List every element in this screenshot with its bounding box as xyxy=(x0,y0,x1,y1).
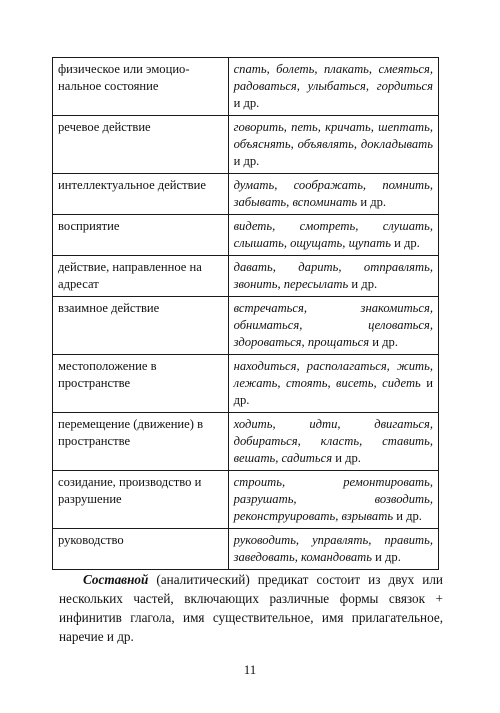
examples-text xyxy=(234,177,433,211)
examples-tail: и др. xyxy=(233,376,433,407)
page-number: 11 xyxy=(243,662,257,677)
example-verbs: спать, болеть, плакать, смеяться, радоваться, улыбаться, гордиться xyxy=(233,62,433,93)
examples-text xyxy=(234,61,433,112)
example-verbs: строить, ремонтировать, разрушать, возводить, реконструировать, взрывать xyxy=(233,475,433,523)
examples-cell xyxy=(228,174,438,215)
table-row xyxy=(53,174,439,215)
examples-text xyxy=(234,474,433,525)
category-cell xyxy=(53,215,229,256)
example-verbs: думать, соображать, помнить, забывать, вспоминать xyxy=(233,178,433,209)
examples-tail: и др. xyxy=(357,195,387,209)
predicate-semantics-table xyxy=(52,57,439,570)
category-cell xyxy=(53,116,229,174)
examples-cell xyxy=(228,297,438,355)
category-cell xyxy=(53,529,229,570)
table-body xyxy=(53,58,439,570)
category-cell xyxy=(53,256,229,297)
examples-text xyxy=(234,300,433,351)
example-verbs: давать, дарить, отправлять, звонить, пересылать xyxy=(233,260,433,291)
examples-cell xyxy=(228,471,438,529)
examples-cell xyxy=(228,529,438,570)
examples-tail: и др. xyxy=(233,96,260,110)
category-cell xyxy=(53,355,229,413)
category-text: руководство xyxy=(58,533,124,547)
category-text: интеллектуальное действие xyxy=(58,178,206,192)
category-text: взаимное действие xyxy=(58,301,160,315)
category-text: действие, направленное на адресат xyxy=(58,260,202,291)
paragraph-body: (аналитический) предикат состоит из двух или нескольких частей, включающих различные формы связок + инфинитив глагола, имя существительное, имя прилагательное, наречие и др. xyxy=(59,572,443,644)
table-row xyxy=(53,256,439,297)
table-row xyxy=(53,58,439,116)
examples-tail: и др. xyxy=(371,550,401,564)
paragraph-text xyxy=(59,570,443,646)
example-verbs: говорить, петь, кричать, шептать, объяснять, объявлять, докладывать xyxy=(233,120,433,151)
table-row xyxy=(53,413,439,471)
examples-tail: и др. xyxy=(369,335,398,349)
category-text: перемещение (движение) в пространстве xyxy=(58,417,204,448)
example-verbs: ходить, идти, двигаться, добираться, класть, ставить, вешать, садиться xyxy=(233,417,433,465)
examples-cell xyxy=(228,413,438,471)
category-cell xyxy=(53,297,229,355)
examples-cell xyxy=(228,256,438,297)
examples-cell xyxy=(228,116,438,174)
table-row xyxy=(53,297,439,355)
body-paragraph xyxy=(59,570,443,646)
examples-cell xyxy=(228,355,438,413)
examples-tail: и др. xyxy=(332,451,361,465)
examples-text xyxy=(234,218,433,252)
example-verbs: находиться, располагаться, жить, лежать, стоять, висеть, сидеть xyxy=(233,359,433,390)
table-row xyxy=(53,116,439,174)
table-row xyxy=(53,355,439,413)
examples-tail: и др. xyxy=(348,277,378,291)
example-verbs: встречаться, знакомиться, обниматься, целоваться, здороваться, прощаться xyxy=(233,301,433,349)
category-text: местоположение в пространстве xyxy=(58,359,157,390)
examples-text xyxy=(234,416,433,467)
category-text: физическое или эмоцио-нальное состояние xyxy=(58,62,190,93)
category-text: созидание, производство и разрушение xyxy=(58,475,202,506)
category-cell xyxy=(53,413,229,471)
examples-text xyxy=(234,119,433,170)
examples-text xyxy=(234,532,433,566)
category-text: восприятие xyxy=(58,219,120,233)
examples-tail: и др. xyxy=(393,509,422,523)
examples-text xyxy=(234,358,433,409)
examples-tail: и др. xyxy=(233,154,260,168)
category-text: речевое действие xyxy=(58,120,151,134)
examples-cell xyxy=(228,215,438,256)
table-row xyxy=(53,529,439,570)
examples-tail: и др. xyxy=(390,236,420,250)
examples-text xyxy=(234,259,433,293)
category-cell xyxy=(53,58,229,116)
defined-term: Составной xyxy=(83,572,149,587)
example-verbs: руководить, управлять, править, заведовать, командовать xyxy=(233,533,433,564)
category-cell xyxy=(53,471,229,529)
table-row xyxy=(53,471,439,529)
examples-cell xyxy=(228,58,438,116)
example-verbs: видеть, смотреть, слушать, слышать, ощущать, щупать xyxy=(233,219,433,250)
category-cell xyxy=(53,174,229,215)
table-row xyxy=(53,215,439,256)
